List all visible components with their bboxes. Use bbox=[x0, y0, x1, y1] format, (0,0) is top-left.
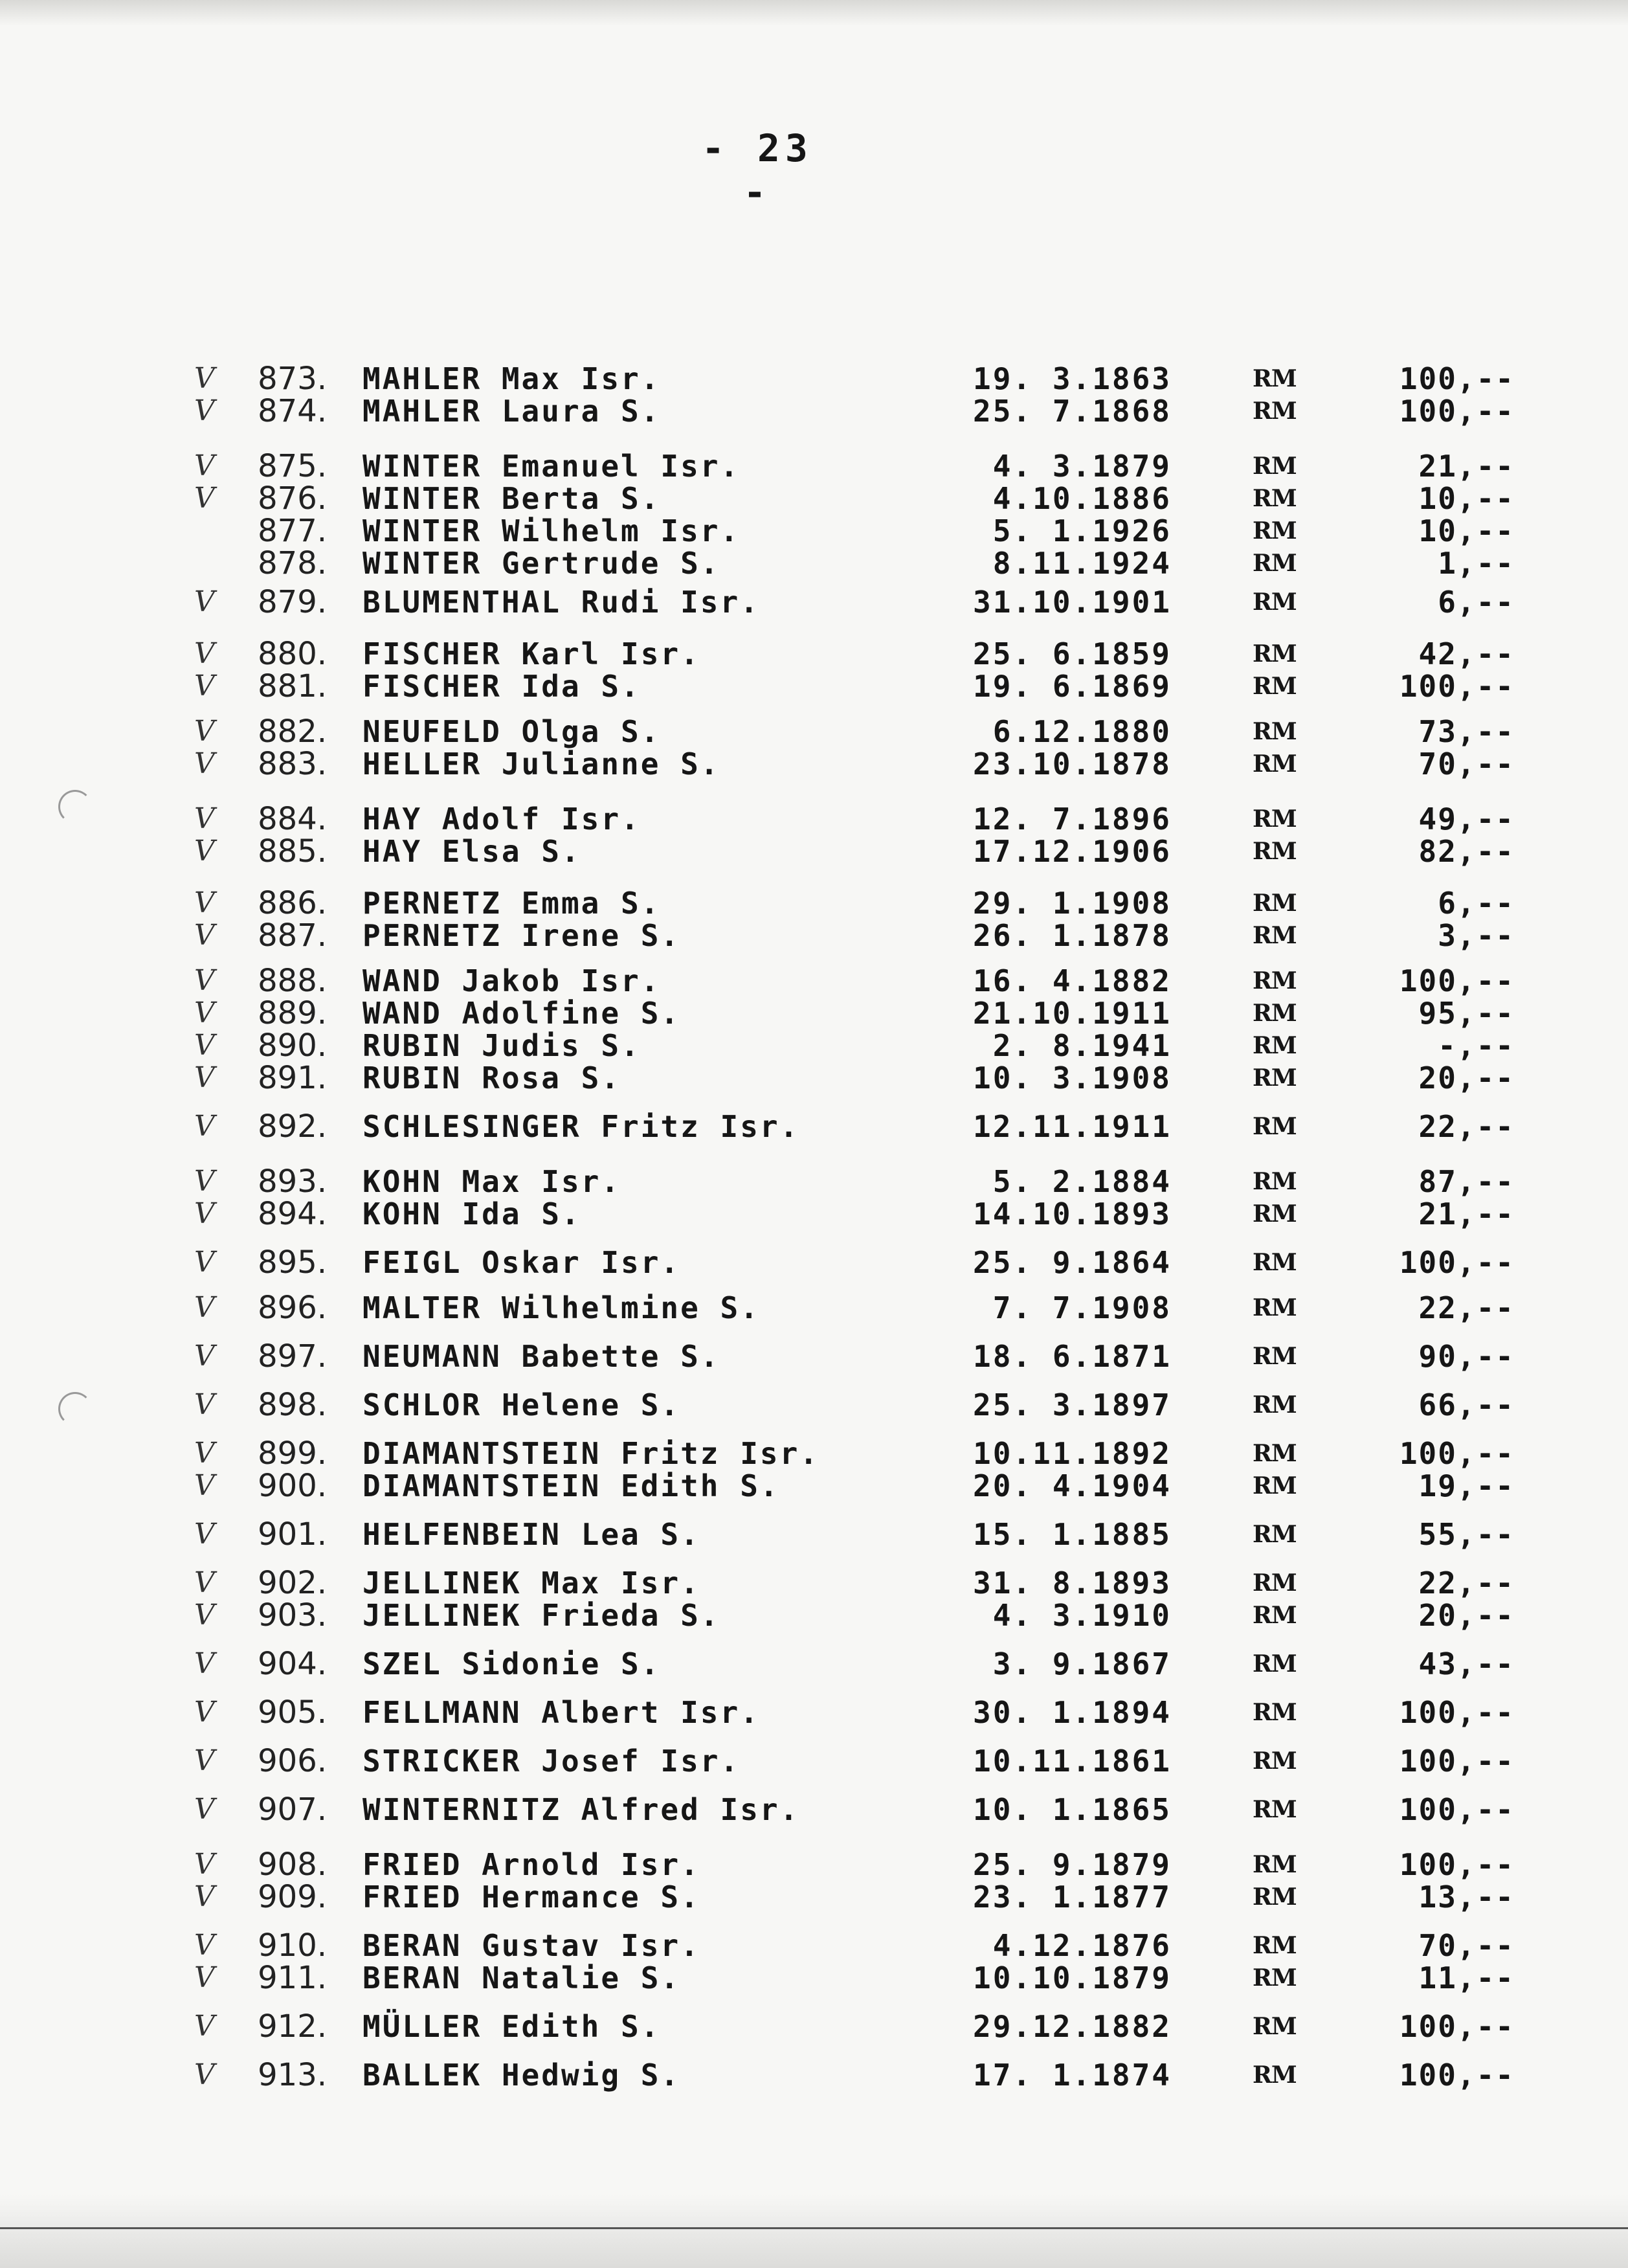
person-name: PERNETZ Emma S. bbox=[362, 886, 661, 921]
birth-date: 29.12.1882 bbox=[973, 2009, 1172, 2044]
list-item bbox=[0, 1848, 1628, 1881]
currency-label: RM bbox=[1253, 1294, 1297, 1321]
person-name: WINTERNITZ Alfred Isr. bbox=[362, 1792, 800, 1827]
currency-label: RM bbox=[1253, 673, 1297, 700]
list-item bbox=[0, 1165, 1628, 1198]
amount: 100,-- bbox=[1399, 1695, 1515, 1730]
amount: 43,-- bbox=[1418, 1646, 1515, 1681]
checkmark: V bbox=[194, 1437, 215, 1470]
birth-date: 19. 6.1869 bbox=[973, 669, 1172, 704]
currency-label: RM bbox=[1253, 1113, 1297, 1140]
amount: 21,-- bbox=[1418, 449, 1515, 484]
person-name: WAND Jakob Isr. bbox=[362, 963, 661, 998]
birth-date: 7. 7.1908 bbox=[992, 1290, 1172, 1325]
checkmark: V bbox=[194, 747, 215, 780]
list-item bbox=[0, 1881, 1628, 1913]
birth-date: 25. 3.1897 bbox=[973, 1387, 1172, 1422]
list-item bbox=[0, 547, 1628, 579]
entry-number: 877. bbox=[258, 513, 327, 549]
birth-date: 17.12.1906 bbox=[973, 834, 1172, 869]
list-item bbox=[0, 1340, 1628, 1373]
amount: 22,-- bbox=[1418, 1109, 1515, 1144]
currency-label: RM bbox=[1253, 1521, 1297, 1548]
person-name: SZEL Sidonie S. bbox=[362, 1646, 661, 1681]
amount: 100,-- bbox=[1399, 394, 1515, 429]
entry-number: 889. bbox=[258, 995, 327, 1031]
currency-label: RM bbox=[1253, 517, 1297, 545]
amount: 70,-- bbox=[1418, 747, 1515, 781]
birth-date: 18. 6.1871 bbox=[973, 1339, 1172, 1374]
amount: 70,-- bbox=[1418, 1928, 1515, 1963]
birth-date: 5. 1.1926 bbox=[992, 513, 1172, 548]
checkmark: V bbox=[194, 1518, 215, 1551]
list-item bbox=[0, 670, 1628, 702]
amount: 100,-- bbox=[1399, 1436, 1515, 1471]
currency-label: RM bbox=[1253, 838, 1297, 865]
entry-number: 909. bbox=[258, 1879, 327, 1915]
amount: 20,-- bbox=[1418, 1598, 1515, 1633]
entry-number: 884. bbox=[258, 801, 327, 837]
currency-label: RM bbox=[1253, 967, 1297, 994]
list-item bbox=[0, 1437, 1628, 1470]
currency-label: RM bbox=[1253, 1851, 1297, 1878]
person-name: HELLER Julianne S. bbox=[362, 747, 720, 781]
birth-date: 4.10.1886 bbox=[992, 481, 1172, 516]
person-name: JELLINEK Max Isr. bbox=[362, 1566, 700, 1600]
entry-number: 882. bbox=[258, 713, 327, 750]
person-name: FELLMANN Albert Isr. bbox=[362, 1695, 760, 1730]
list-item bbox=[0, 1745, 1628, 1777]
person-name: JELLINEK Frieda S. bbox=[362, 1598, 720, 1633]
birth-date: 30. 1.1894 bbox=[973, 1695, 1172, 1730]
entry-number: 912. bbox=[258, 2008, 327, 2045]
birth-date: 2. 8.1941 bbox=[992, 1028, 1172, 1063]
checkmark: V bbox=[194, 1848, 215, 1881]
list-item bbox=[0, 1962, 1628, 1994]
checkmark: V bbox=[194, 394, 215, 427]
currency-label: RM bbox=[1253, 398, 1297, 425]
entry-number: 902. bbox=[258, 1565, 327, 1601]
birth-date: 20. 4.1904 bbox=[973, 1468, 1172, 1503]
amount: 95,-- bbox=[1418, 996, 1515, 1031]
amount: 100,-- bbox=[1399, 2009, 1515, 2044]
currency-label: RM bbox=[1253, 365, 1297, 392]
list-item bbox=[0, 887, 1628, 919]
entry-number: 898. bbox=[258, 1387, 327, 1423]
checkmark: V bbox=[194, 2058, 215, 2091]
currency-label: RM bbox=[1253, 1472, 1297, 1499]
checkmark: V bbox=[194, 2010, 215, 2043]
checkmark: V bbox=[194, 669, 215, 702]
birth-date: 10. 1.1865 bbox=[973, 1792, 1172, 1827]
entry-number: 879. bbox=[258, 584, 327, 620]
checkmark: V bbox=[194, 919, 215, 952]
list-item bbox=[0, 450, 1628, 482]
amount: 10,-- bbox=[1418, 513, 1515, 548]
birth-date: 25. 6.1859 bbox=[973, 636, 1172, 671]
person-name: DIAMANTSTEIN Edith S. bbox=[362, 1468, 780, 1503]
entry-number: 895. bbox=[258, 1244, 327, 1281]
checkmark: V bbox=[194, 996, 215, 1029]
list-item bbox=[0, 1246, 1628, 1279]
list-item bbox=[0, 803, 1628, 835]
checkmark: V bbox=[194, 1566, 215, 1599]
birth-date: 25. 9.1864 bbox=[973, 1245, 1172, 1280]
list-item bbox=[0, 835, 1628, 868]
currency-label: RM bbox=[1253, 1000, 1297, 1027]
person-name: WAND Adolfine S. bbox=[362, 996, 681, 1031]
list-item bbox=[0, 586, 1628, 618]
amount: 100,-- bbox=[1399, 669, 1515, 704]
list-item bbox=[0, 1518, 1628, 1551]
entry-number: 888. bbox=[258, 963, 327, 999]
entry-number: 899. bbox=[258, 1435, 327, 1472]
list-item bbox=[0, 1648, 1628, 1680]
checkmark: V bbox=[194, 482, 215, 515]
birth-date: 16. 4.1882 bbox=[973, 963, 1172, 998]
person-name: SCHLESINGER Fritz Isr. bbox=[362, 1109, 800, 1144]
amount: 42,-- bbox=[1418, 636, 1515, 671]
entry-number: 885. bbox=[258, 833, 327, 870]
entry-number: 896. bbox=[258, 1290, 327, 1326]
birth-date: 19. 3.1863 bbox=[973, 361, 1172, 396]
amount: 13,-- bbox=[1418, 1880, 1515, 1914]
person-name: KOHN Ida S. bbox=[362, 1196, 581, 1231]
entry-number: 905. bbox=[258, 1694, 327, 1731]
amount: 90,-- bbox=[1418, 1339, 1515, 1374]
birth-date: 17. 1.1874 bbox=[973, 2058, 1172, 2093]
entry-number: 904. bbox=[258, 1646, 327, 1682]
checkmark: V bbox=[194, 637, 215, 670]
person-name: WINTER Emanuel Isr. bbox=[362, 449, 741, 484]
entry-number: 880. bbox=[258, 636, 327, 672]
amount: 100,-- bbox=[1399, 1792, 1515, 1827]
entry-number: 908. bbox=[258, 1847, 327, 1883]
currency-label: RM bbox=[1253, 1168, 1297, 1195]
currency-label: RM bbox=[1253, 2061, 1297, 2089]
list-item bbox=[0, 1929, 1628, 1962]
person-name: HAY Elsa S. bbox=[362, 834, 581, 869]
amount: 22,-- bbox=[1418, 1290, 1515, 1325]
person-name: NEUMANN Babette S. bbox=[362, 1339, 720, 1374]
birth-date: 3. 9.1867 bbox=[992, 1646, 1172, 1681]
amount: 82,-- bbox=[1418, 834, 1515, 869]
person-name: FRIED Hermance S. bbox=[362, 1880, 700, 1914]
birth-date: 10.11.1861 bbox=[973, 1744, 1172, 1779]
birth-date: 21.10.1911 bbox=[973, 996, 1172, 1031]
scan-edge-line bbox=[0, 2227, 1628, 2229]
currency-label: RM bbox=[1253, 1602, 1297, 1629]
checkmark: V bbox=[194, 1165, 215, 1198]
amount: 100,-- bbox=[1399, 963, 1515, 998]
amount: 100,-- bbox=[1399, 2058, 1515, 2093]
currency-label: RM bbox=[1253, 640, 1297, 668]
entry-number: 897. bbox=[258, 1338, 327, 1375]
currency-label: RM bbox=[1253, 1747, 1297, 1775]
list-item bbox=[0, 1567, 1628, 1599]
amount: 66,-- bbox=[1418, 1387, 1515, 1422]
amount: 100,-- bbox=[1399, 1744, 1515, 1779]
list-item bbox=[0, 1389, 1628, 1421]
entry-number: 873. bbox=[258, 361, 327, 397]
checkmark: V bbox=[194, 835, 215, 868]
entry-number: 874. bbox=[258, 393, 327, 429]
list-item bbox=[0, 1470, 1628, 1502]
amount: 49,-- bbox=[1418, 802, 1515, 836]
person-name: DIAMANTSTEIN Fritz Isr. bbox=[362, 1436, 820, 1471]
checkmark: V bbox=[194, 1599, 215, 1632]
birth-date: 6.12.1880 bbox=[992, 714, 1172, 749]
entry-number: 907. bbox=[258, 1791, 327, 1828]
person-name: HAY Adolf Isr. bbox=[362, 802, 641, 836]
entry-number: 900. bbox=[258, 1468, 327, 1504]
birth-date: 25. 9.1879 bbox=[973, 1847, 1172, 1882]
amount: 55,-- bbox=[1418, 1517, 1515, 1552]
checkmark: V bbox=[194, 1961, 215, 1994]
list-item bbox=[0, 1062, 1628, 1094]
currency-label: RM bbox=[1253, 2013, 1297, 2040]
birth-date: 15. 1.1885 bbox=[973, 1517, 1172, 1552]
checkmark: V bbox=[194, 1696, 215, 1729]
list-item bbox=[0, 2010, 1628, 2043]
entry-number: 893. bbox=[258, 1163, 327, 1200]
amount: 21,-- bbox=[1418, 1196, 1515, 1231]
list-item bbox=[0, 515, 1628, 547]
birth-date: 26. 1.1878 bbox=[973, 918, 1172, 953]
person-name: FEIGL Oskar Isr. bbox=[362, 1245, 681, 1280]
currency-label: RM bbox=[1253, 750, 1297, 778]
birth-date: 29. 1.1908 bbox=[973, 886, 1172, 921]
checkmark: V bbox=[194, 1647, 215, 1680]
currency-label: RM bbox=[1253, 922, 1297, 949]
person-name: FRIED Arnold Isr. bbox=[362, 1847, 700, 1882]
checkmark: V bbox=[194, 449, 215, 482]
entry-number: 911. bbox=[258, 1960, 327, 1996]
birth-date: 10. 3.1908 bbox=[973, 1061, 1172, 1095]
currency-label: RM bbox=[1253, 1343, 1297, 1370]
currency-label: RM bbox=[1253, 1032, 1297, 1059]
person-name: MAHLER Laura S. bbox=[362, 394, 661, 429]
entry-number: 881. bbox=[258, 668, 327, 704]
amount: 3,-- bbox=[1438, 918, 1515, 953]
birth-date: 10.11.1892 bbox=[973, 1436, 1172, 1471]
currency-label: RM bbox=[1253, 1650, 1297, 1678]
currency-label: RM bbox=[1253, 550, 1297, 577]
amount: 6,-- bbox=[1438, 886, 1515, 921]
currency-label: RM bbox=[1253, 1064, 1297, 1092]
entry-number: 890. bbox=[258, 1027, 327, 1064]
amount: 100,-- bbox=[1399, 1847, 1515, 1882]
person-name: RUBIN Rosa S. bbox=[362, 1061, 621, 1095]
checkmark: V bbox=[194, 1388, 215, 1421]
checkmark: V bbox=[194, 802, 215, 835]
currency-label: RM bbox=[1253, 805, 1297, 833]
list-item bbox=[0, 395, 1628, 427]
birth-date: 23. 1.1877 bbox=[973, 1880, 1172, 1914]
amount: 10,-- bbox=[1418, 481, 1515, 516]
list-item bbox=[0, 1599, 1628, 1632]
currency-label: RM bbox=[1253, 1796, 1297, 1823]
checkmark: V bbox=[194, 1061, 215, 1094]
list-item bbox=[0, 997, 1628, 1029]
list-item bbox=[0, 1029, 1628, 1062]
person-name: BERAN Gustav Isr. bbox=[362, 1928, 700, 1963]
currency-label: RM bbox=[1253, 1883, 1297, 1911]
entry-number: 892. bbox=[258, 1108, 327, 1145]
amount: 20,-- bbox=[1418, 1061, 1515, 1095]
amount: 11,-- bbox=[1418, 1960, 1515, 1995]
birth-date: 31.10.1901 bbox=[973, 585, 1172, 620]
entry-number: 876. bbox=[258, 480, 327, 517]
checkmark: V bbox=[194, 585, 215, 618]
person-name: WINTER Gertrude S. bbox=[362, 546, 720, 581]
entry-number: 891. bbox=[258, 1060, 327, 1096]
birth-date: 4. 3.1879 bbox=[992, 449, 1172, 484]
checkmark: V bbox=[194, 1469, 215, 1502]
list-item bbox=[0, 919, 1628, 952]
person-name: PERNETZ Irene S. bbox=[362, 918, 681, 953]
birth-date: 5. 2.1884 bbox=[992, 1164, 1172, 1199]
entry-number: 906. bbox=[258, 1743, 327, 1779]
birth-date: 4. 3.1910 bbox=[992, 1598, 1172, 1633]
person-name: BLUMENTHAL Rudi Isr. bbox=[362, 585, 760, 620]
list-item bbox=[0, 1292, 1628, 1324]
currency-label: RM bbox=[1253, 589, 1297, 616]
entry-number: 910. bbox=[258, 1927, 327, 1964]
list-item bbox=[0, 2059, 1628, 2091]
checkmark: V bbox=[194, 1340, 215, 1373]
birth-date: 31. 8.1893 bbox=[973, 1566, 1172, 1600]
person-name: WINTER Wilhelm Isr. bbox=[362, 513, 741, 548]
list-item bbox=[0, 1793, 1628, 1826]
checkmark: V bbox=[194, 886, 215, 919]
amount: 6,-- bbox=[1438, 585, 1515, 620]
entry-number: 894. bbox=[258, 1196, 327, 1232]
currency-label: RM bbox=[1253, 1569, 1297, 1597]
birth-date: 25. 7.1868 bbox=[973, 394, 1172, 429]
birth-date: 4.12.1876 bbox=[992, 1928, 1172, 1963]
checkmark: V bbox=[194, 964, 215, 997]
list-item bbox=[0, 482, 1628, 515]
entry-number: 887. bbox=[258, 917, 327, 954]
list-item bbox=[0, 1696, 1628, 1729]
page-number: - 23 - bbox=[702, 126, 813, 214]
list-item bbox=[0, 748, 1628, 780]
list-item bbox=[0, 965, 1628, 997]
entry-number: 903. bbox=[258, 1597, 327, 1634]
checkmark: V bbox=[194, 715, 215, 748]
amount: 19,-- bbox=[1418, 1468, 1515, 1503]
birth-date: 8.11.1924 bbox=[992, 546, 1172, 581]
amount: 100,-- bbox=[1399, 1245, 1515, 1280]
list-item bbox=[0, 363, 1628, 395]
currency-label: RM bbox=[1253, 718, 1297, 745]
person-name: KOHN Max Isr. bbox=[362, 1164, 621, 1199]
currency-label: RM bbox=[1253, 1964, 1297, 1992]
checkmark: V bbox=[194, 1929, 215, 1962]
checkmark: V bbox=[194, 1246, 215, 1279]
scan-top-edge bbox=[0, 0, 1628, 26]
list-item bbox=[0, 1110, 1628, 1143]
person-name: BALLEK Hedwig S. bbox=[362, 2058, 681, 2093]
birth-date: 12. 7.1896 bbox=[973, 802, 1172, 836]
person-name: MALTER Wilhelmine S. bbox=[362, 1290, 760, 1325]
checkmark: V bbox=[194, 1291, 215, 1324]
checkmark: V bbox=[194, 1029, 215, 1062]
checkmark: V bbox=[194, 1110, 215, 1143]
checkmark: V bbox=[194, 1744, 215, 1777]
checkmark: V bbox=[194, 1793, 215, 1826]
checkmark: V bbox=[194, 362, 215, 395]
person-name: FISCHER Karl Isr. bbox=[362, 636, 700, 671]
birth-date: 12.11.1911 bbox=[973, 1109, 1172, 1144]
person-name: SCHLOR Helene S. bbox=[362, 1387, 681, 1422]
amount: 73,-- bbox=[1418, 714, 1515, 749]
currency-label: RM bbox=[1253, 1932, 1297, 1959]
person-name: FISCHER Ida S. bbox=[362, 669, 641, 704]
birth-date: 10.10.1879 bbox=[973, 1960, 1172, 1995]
currency-label: RM bbox=[1253, 1699, 1297, 1726]
entry-number: 878. bbox=[258, 545, 327, 581]
checkmark: V bbox=[194, 1197, 215, 1230]
birth-date: 23.10.1878 bbox=[973, 747, 1172, 781]
entry-number: 875. bbox=[258, 448, 327, 484]
currency-label: RM bbox=[1253, 1249, 1297, 1276]
person-name: MAHLER Max Isr. bbox=[362, 361, 661, 396]
entry-number: 901. bbox=[258, 1516, 327, 1553]
person-name: MÜLLER Edith S. bbox=[362, 2009, 661, 2044]
currency-label: RM bbox=[1253, 1200, 1297, 1228]
amount: 1,-- bbox=[1438, 546, 1515, 581]
person-name: WINTER Berta S. bbox=[362, 481, 661, 516]
amount: 87,-- bbox=[1418, 1164, 1515, 1199]
entry-number: 913. bbox=[258, 2057, 327, 2093]
list-item bbox=[0, 715, 1628, 748]
list-item bbox=[0, 638, 1628, 670]
checkmark: V bbox=[194, 1880, 215, 1913]
currency-label: RM bbox=[1253, 890, 1297, 917]
amount: 100,-- bbox=[1399, 361, 1515, 396]
entry-number: 883. bbox=[258, 746, 327, 782]
currency-label: RM bbox=[1253, 453, 1297, 480]
scan-bottom-edge bbox=[0, 2195, 1628, 2268]
birth-date: 14.10.1893 bbox=[973, 1196, 1172, 1231]
amount: -,-- bbox=[1438, 1028, 1515, 1063]
person-name: BERAN Natalie S. bbox=[362, 1960, 681, 1995]
person-name: NEUFELD Olga S. bbox=[362, 714, 661, 749]
list-item bbox=[0, 1198, 1628, 1230]
currency-label: RM bbox=[1253, 1391, 1297, 1419]
entry-number: 886. bbox=[258, 885, 327, 921]
currency-label: RM bbox=[1253, 485, 1297, 512]
person-name: STRICKER Josef Isr. bbox=[362, 1744, 741, 1779]
person-name: RUBIN Judis S. bbox=[362, 1028, 641, 1063]
person-name: HELFENBEIN Lea S. bbox=[362, 1517, 700, 1552]
currency-label: RM bbox=[1253, 1440, 1297, 1467]
amount: 22,-- bbox=[1418, 1566, 1515, 1600]
